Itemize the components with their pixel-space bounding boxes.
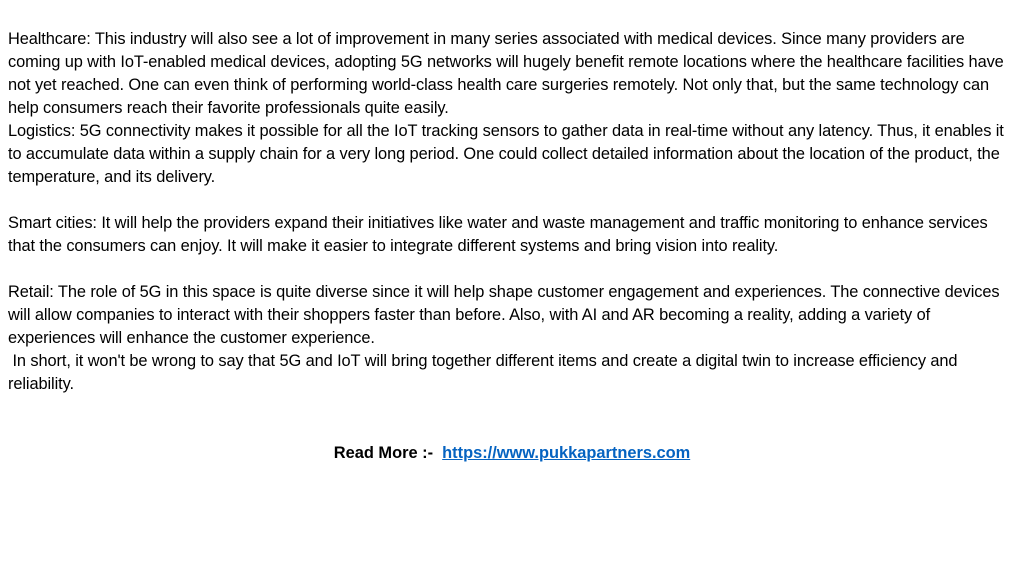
paragraph-healthcare: Healthcare: This industry will also see a lot of improvement in many series associated with medical devices. Since many providers are coming up with IoT-enabled medical devices, adopting 5G networks will hugely benefit remote locations where the healthcare facilities have not yet reached. One can even think of performing world-class health care surgeries remotely. Not only that, but the same technology can help consumers reach their favorite professionals quite easily. [8, 30, 1004, 117]
paragraph-conclusion: In short, it won't be wrong to say that 5G and IoT will bring together different items and create a digital twin to increase efficiency and reliability. [8, 352, 962, 393]
read-more-line [0, 442, 1024, 465]
read-more-label: Read More :- [333, 444, 434, 462]
paragraph-spacer [8, 189, 1012, 212]
paragraph-logistics: Logistics: 5G connectivity makes it possible for all the IoT tracking sensors to gather data in real-time without any latency. Thus, it enables it to accumulate data within a supply chain for a very long period. One could collect detailed information about the location of the product, the temperature, and its delivery. [8, 122, 1004, 186]
paragraph-spacer [8, 258, 1012, 281]
paragraph-retail: Retail: The role of 5G in this space is quite diverse since it will help shape customer engagement and experiences. The connective devices will allow companies to interact with their shoppers faster than before. Also, with AI and AR becoming a reality, adding a variety of experiences will enhance the customer experience. [8, 283, 1000, 347]
read-more-link[interactable]: https://www.pukkapartners.com [442, 444, 691, 462]
body-text [8, 28, 1012, 396]
paragraph-smart-cities: Smart cities: It will help the providers expand their initiatives like water and waste management and traffic monitoring to enhance services that the consumers can enjoy. It will make it easier to integrate different systems and bring vision into reality. [8, 214, 988, 255]
